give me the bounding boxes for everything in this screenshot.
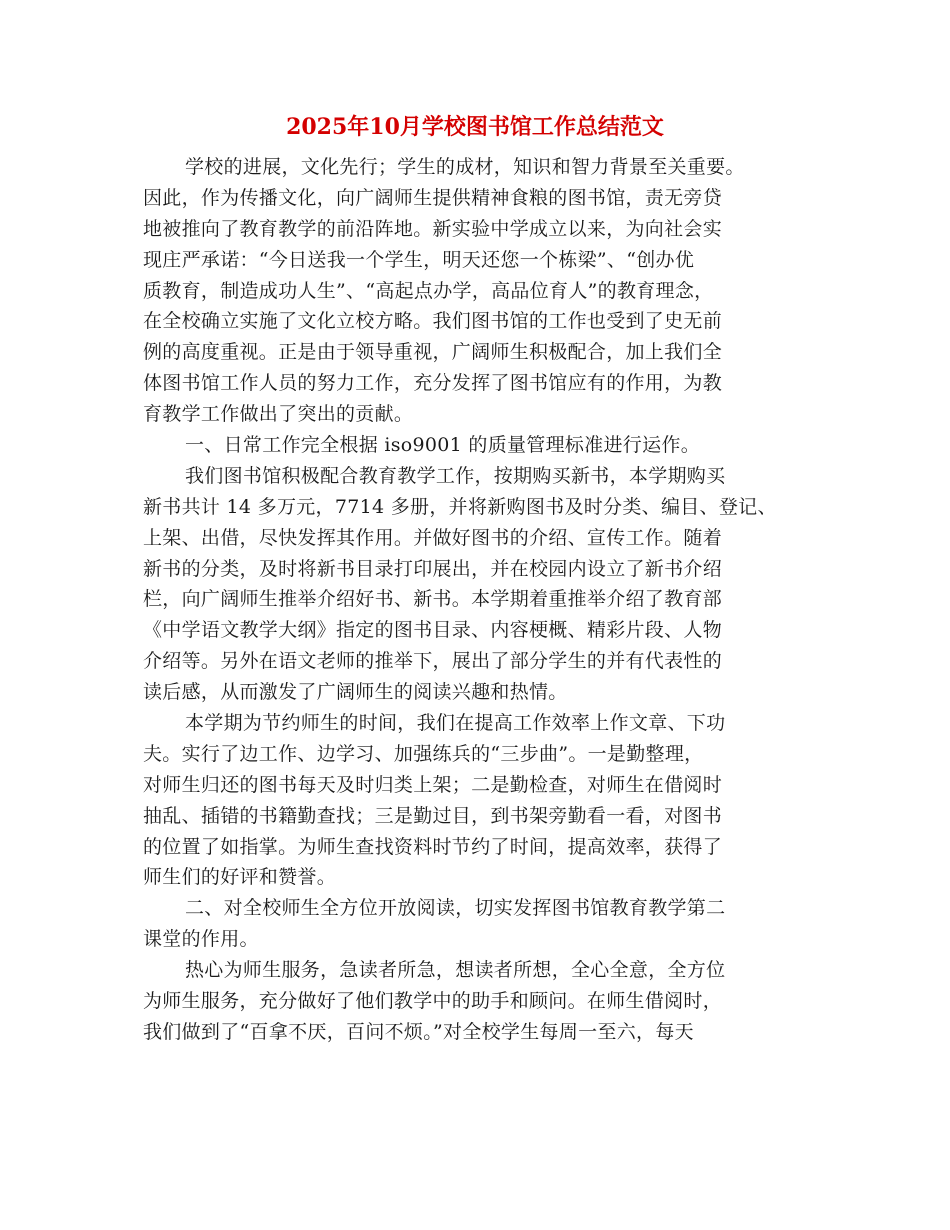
body-line: 介绍等。另外在语文老师的推举下，展出了部分学生的并有代表性的 xyxy=(143,650,723,673)
body-line: 抽乱、插错的书籍勤查找；三是勤过目，到书架旁勤看一看，对图书 xyxy=(143,804,723,827)
body-line: 体图书馆工作人员的努力工作，充分发挥了图书馆应有的作用，为教 xyxy=(143,372,723,395)
document-body xyxy=(143,152,803,1048)
body-line: 我们图书馆积极配合教育教学工作，按期购买新书，本学期购买 xyxy=(185,464,726,487)
body-line: 我们做到了“百拿不厌，百问不烦。”对全校学生每周一至六，每天 xyxy=(143,1020,694,1043)
body-line: 热心为师生服务，急读者所急，想读者所想，全心全意，全方位 xyxy=(185,959,726,982)
body-line: 《中学语文教学大纲》指定的图书目录、内容梗概、精彩片段、人物 xyxy=(143,619,723,642)
body-line: 一、日常工作完全根据 iso9001 的质量管理标准进行运作。 xyxy=(185,434,700,457)
body-line: 新书的分类，及时将新书目录打印展出，并在校园内设立了新书介绍 xyxy=(143,557,723,580)
body-line: 育教学工作做出了突出的贡献。 xyxy=(143,403,414,426)
body-line: 地被推向了教育教学的前沿阵地。新实验中学成立以来，为向社会实 xyxy=(143,217,723,240)
body-line: 上架、出借，尽快发挥其作用。并做好图书的介绍、宣传工作。随着 xyxy=(143,526,723,549)
document-title: 2025年10月学校图书馆工作总结范文 xyxy=(286,114,664,140)
body-line: 例的高度重视。正是由于领导重视，广阔师生积极配合，加上我们全 xyxy=(143,341,723,364)
body-line: 师生们的好评和赞誉。 xyxy=(143,866,337,889)
body-line: 因此，作为传播文化，向广阔师生提供精神食粮的图书馆，责无旁贷 xyxy=(143,186,723,209)
body-line: 现庄严承诺：“今日送我一个学生，明天还您一个栋梁”、“创办优 xyxy=(143,248,695,271)
body-line: 学校的进展，文化先行；学生的成材，知识和智力背景至关重要。 xyxy=(185,156,745,178)
body-line: 对师生归还的图书每天及时归类上架；二是勤检查，对师生在借阅时 xyxy=(143,773,723,796)
body-line: 栏，向广阔师生推举介绍好书、新书。本学期着重推举介绍了教育部 xyxy=(143,588,723,611)
body-line: 新书共计 14 多万元，7714 多册，并将新购图书及时分类、编目、登记、 xyxy=(143,495,777,518)
body-line: 的位置了如指掌。为师生查找资料时节约了时间，提高效率，获得了 xyxy=(143,835,723,858)
body-line: 为师生服务，充分做好了他们教学中的助手和顾问。在师生借阅时， xyxy=(143,990,723,1013)
body-line: 读后感，从而激发了广阔师生的阅读兴趣和热情。 xyxy=(143,681,568,704)
body-line: 本学期为节约师生的时间，我们在提高工作效率上作文章、下功 xyxy=(185,712,726,735)
body-line: 在全校确立实施了文化立校方略。我们图书馆的工作也受到了史无前 xyxy=(143,310,723,333)
body-line: 夫。实行了边工作、边学习、加强练兵的“三步曲”。一是勤整理， xyxy=(143,742,704,765)
body-line: 二、对全校师生全方位开放阅读，切实发挥图书馆教育教学第二 xyxy=(185,897,726,920)
body-line: 质教育，制造成功人生”、“高起点办学，高品位育人”的教育理念， xyxy=(143,279,714,302)
body-line: 课堂的作用。 xyxy=(143,928,259,951)
